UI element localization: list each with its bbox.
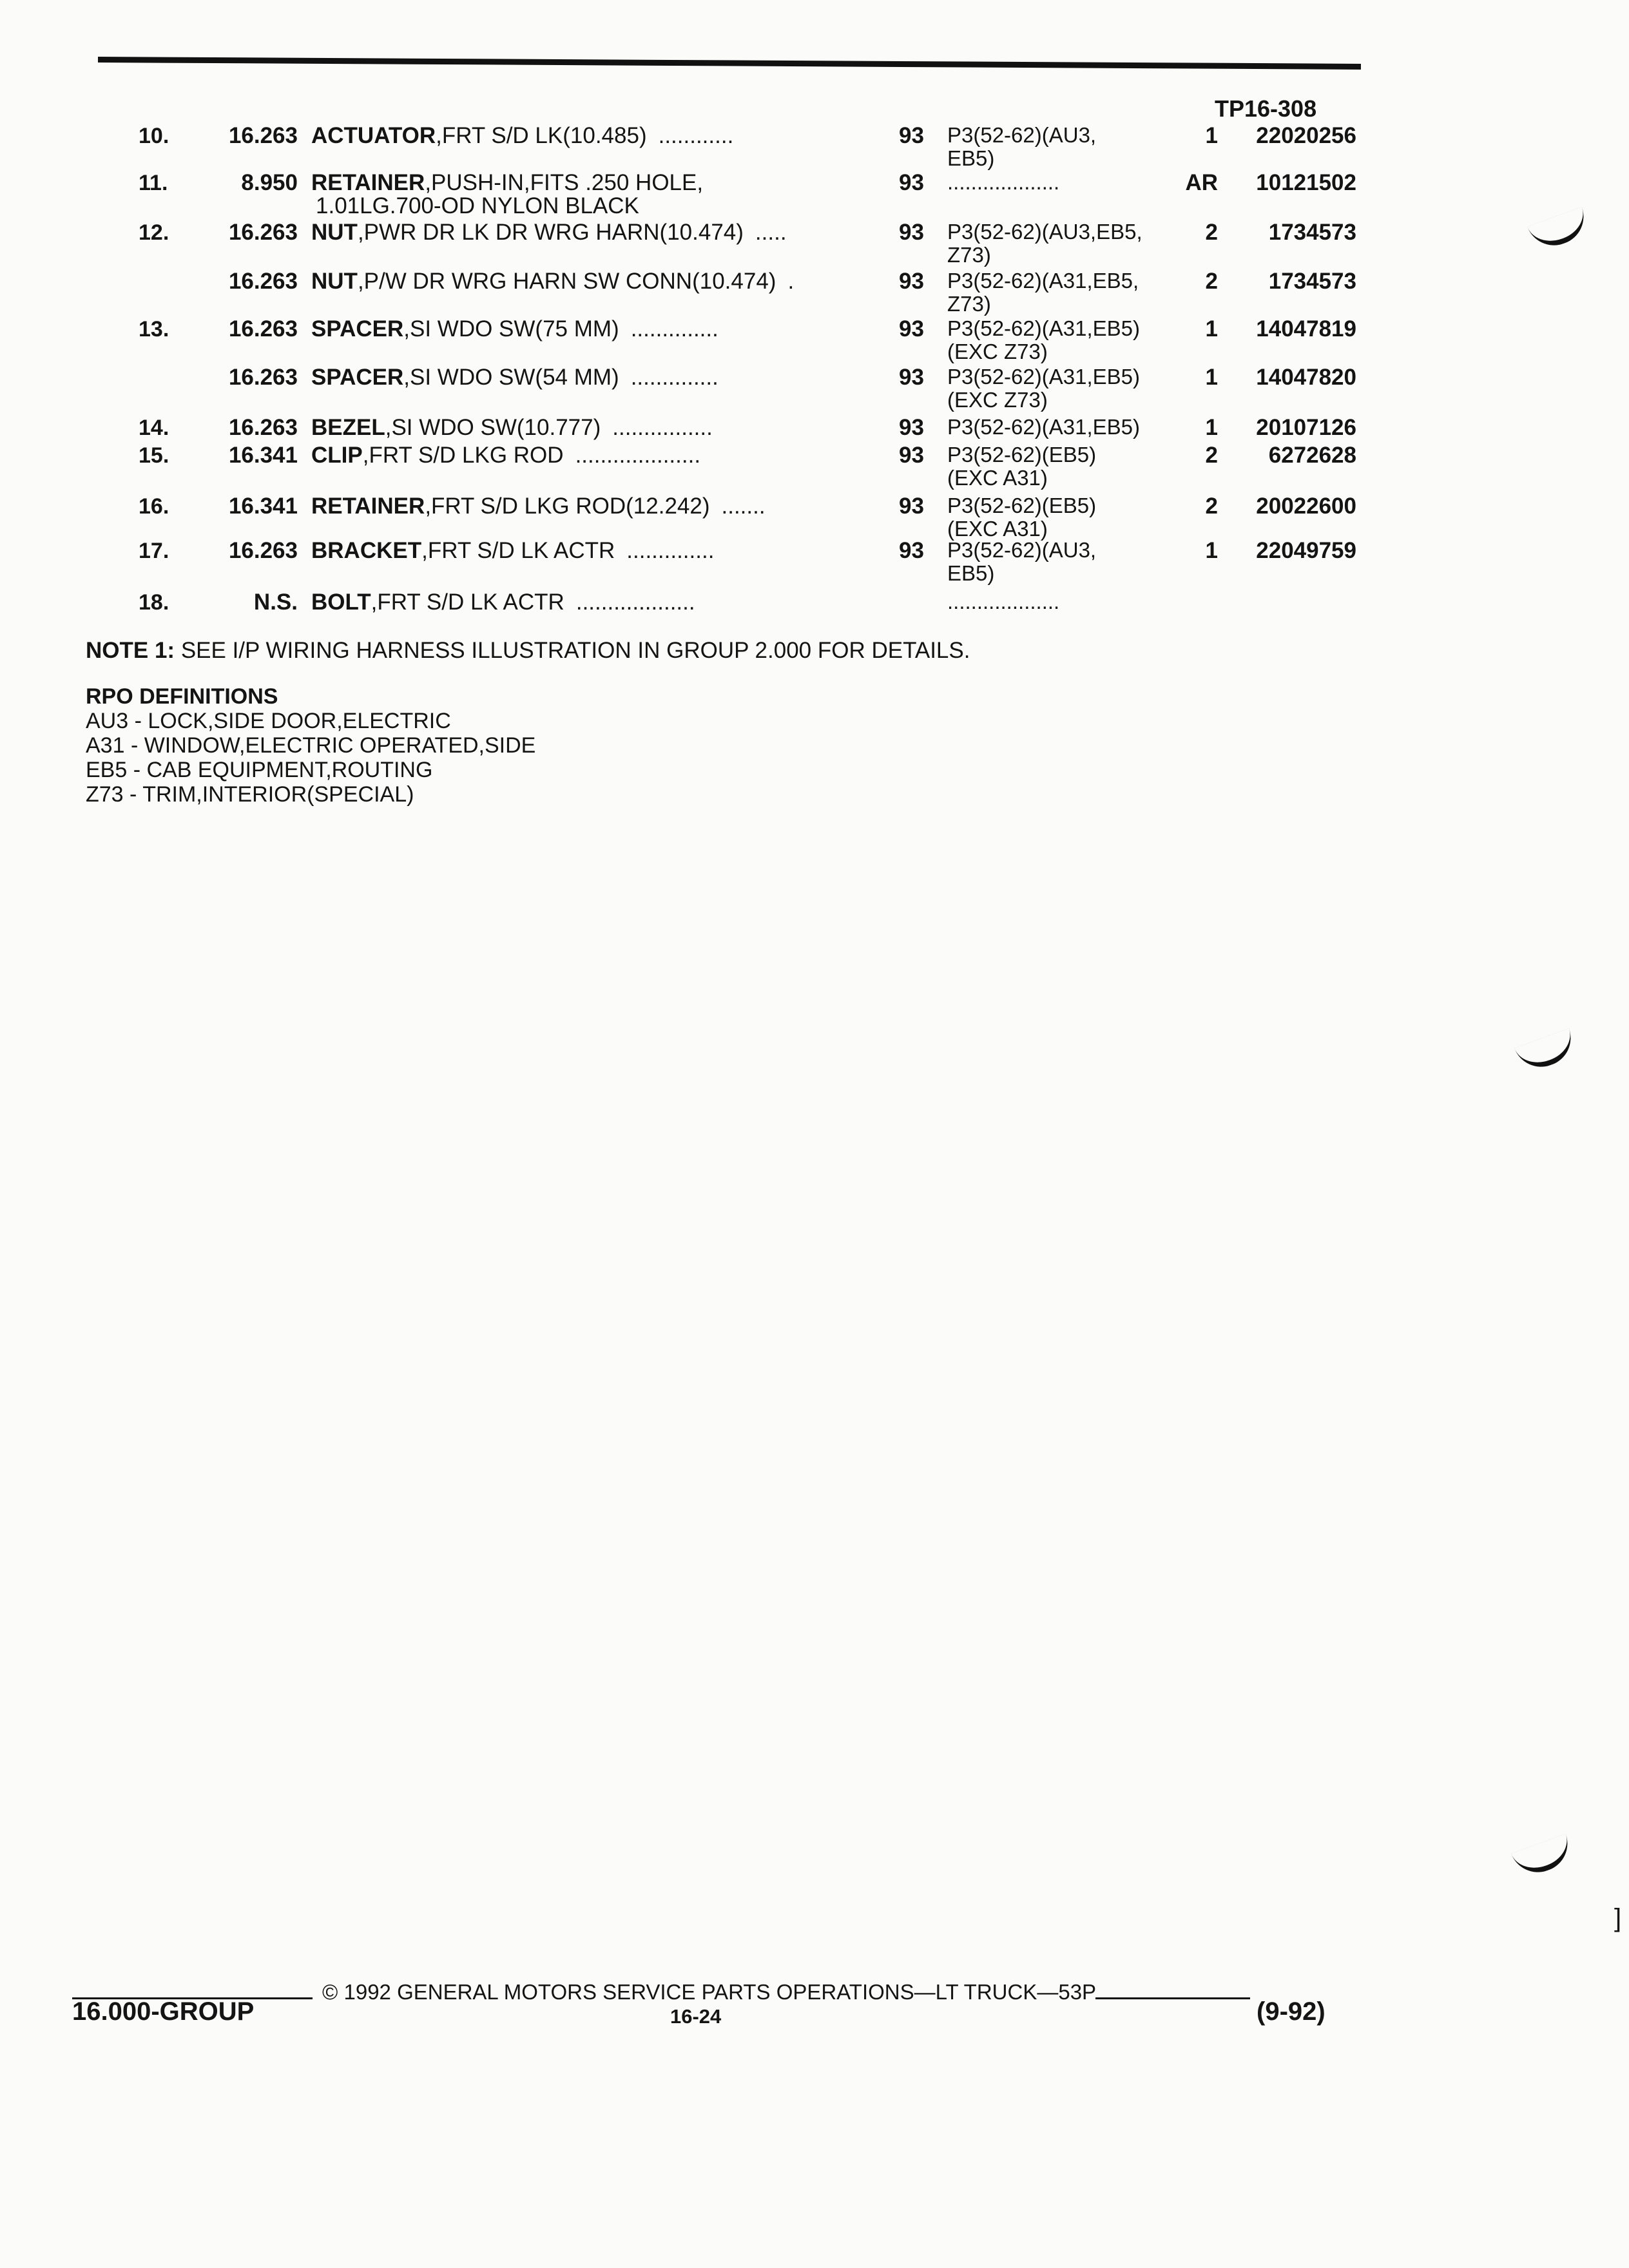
row-item-dots: ................ (612, 415, 713, 440)
row-group: 16.263 (228, 415, 298, 440)
row-usage: P3(52-62)(AU3,EB5, (947, 220, 1142, 244)
row-qtycode: 93 (899, 415, 924, 440)
row-num: 16. (139, 494, 169, 519)
row-usage: (EXC Z73) (947, 388, 1048, 412)
footer-group: 16.000-GROUP (72, 1997, 255, 2026)
top-rule (98, 57, 1361, 70)
row-qty: AR (1185, 170, 1218, 195)
row-item-dots: ..... (755, 220, 787, 245)
row-num: 13. (139, 317, 169, 341)
row-item-name: ACTUATOR (311, 123, 436, 148)
row-qtycode: 93 (899, 494, 924, 519)
row-qty: 2 (1205, 494, 1218, 519)
row-usage: ................... (947, 170, 1060, 194)
row-qtycode: 93 (899, 316, 924, 341)
row-usage: EB5) (947, 561, 995, 585)
row-part: 22049759 (1256, 538, 1356, 563)
row-usage: P3(52-62)(AU3, (947, 538, 1097, 562)
row-item-dots: ....... (721, 494, 766, 519)
row-item-line (311, 494, 766, 519)
row-usage: P3(52-62)(EB5) (947, 443, 1097, 466)
row-qty: 1 (1205, 538, 1218, 563)
row-qtycode: 93 (899, 269, 924, 294)
row-usage: P3(52-62)(AU3, (947, 123, 1097, 147)
row-num: 18. (139, 590, 169, 615)
row-usage: Z73) (947, 292, 991, 316)
row-usage: P3(52-62)(A31,EB5) (947, 365, 1140, 389)
row-item-desc: ,SI WDO SW(10.777) (385, 415, 601, 440)
row-item-desc: ,PUSH-IN,FITS .250 HOLE, (425, 170, 704, 195)
row-item-line (311, 124, 733, 148)
row-item-line (311, 416, 713, 440)
row-item-name: RETAINER (311, 494, 425, 519)
edge-bracket: ] (1614, 1904, 1622, 1932)
row-item-dots: . (787, 269, 795, 294)
row-group: 16.263 (228, 269, 298, 294)
row-item-name: SPACER (311, 365, 404, 390)
row-item-line (311, 269, 794, 294)
row-usage: P3(52-62)(A31,EB5) (947, 316, 1140, 340)
row-qty: 1 (1205, 365, 1218, 390)
rpo-item: EB5 - CAB EQUIPMENT,ROUTING (86, 758, 433, 782)
row-qtycode: 93 (899, 220, 924, 245)
row-qtycode: 93 (899, 538, 924, 563)
row-num: 11. (139, 171, 168, 195)
row-part: 22020256 (1256, 123, 1356, 148)
footer-rule-right (1095, 1997, 1250, 1999)
row-num: 15. (139, 443, 169, 468)
row-qty: 2 (1205, 269, 1218, 294)
row-num: 12. (139, 220, 169, 245)
row-usage: P3(52-62)(A31,EB5, (947, 269, 1139, 293)
row-item-desc: ,FRT S/D LK ACTR (371, 590, 564, 615)
row-num: 17. (139, 539, 169, 563)
row-usage: EB5) (947, 146, 995, 170)
rpo-item: A31 - WINDOW,ELECTRIC OPERATED,SIDE (86, 733, 536, 758)
row-item-dots: .............. (626, 538, 715, 563)
rpo-item: AU3 - LOCK,SIDE DOOR,ELECTRIC (86, 709, 451, 733)
row-usage: Z73) (947, 243, 991, 267)
row-qty: 2 (1205, 443, 1218, 468)
row-group: 16.263 (228, 123, 298, 148)
row-usage: (EXC A31) (947, 466, 1048, 490)
row-item-dots: .............. (630, 365, 718, 390)
row-qtycode: 93 (899, 365, 924, 390)
binder-mark (1514, 1028, 1579, 1075)
row-part: 1734573 (1268, 220, 1356, 245)
footer-date: (9-92) (1257, 1997, 1325, 2026)
row-item-line (311, 220, 787, 245)
row-item-desc: ,PWR DR LK DR WRG HARN(10.474) (357, 220, 744, 245)
row-item-name: BRACKET (311, 538, 422, 563)
row-group: 16.263 (228, 220, 298, 245)
row-group: 16.263 (228, 365, 298, 390)
row-group: N.S. (253, 590, 298, 615)
row-qtycode: 93 (899, 443, 924, 468)
row-item-dots: .............. (630, 316, 718, 341)
row-group: 16.263 (228, 538, 298, 563)
row-usage: P3(52-62)(A31,EB5) (947, 415, 1140, 439)
row-item-line (311, 539, 714, 563)
rpo-item: Z73 - TRIM,INTERIOR(SPECIAL) (86, 782, 414, 807)
row-item-name: NUT (311, 269, 358, 294)
rpo-definitions (86, 684, 535, 807)
row-item-desc: ,SI WDO SW(54 MM) (403, 365, 619, 390)
row-part: 10121502 (1256, 170, 1356, 195)
row-qtycode: 93 (899, 123, 924, 148)
row-item-line (311, 317, 718, 341)
row-usage: (EXC Z73) (947, 340, 1048, 363)
row-part: 14047820 (1256, 365, 1356, 390)
row-group: 8.950 (241, 170, 298, 195)
note-text: SEE I/P WIRING HARNESS ILLUSTRATION IN GROUP 2.000 FOR DETAILS. (180, 638, 970, 663)
row-desc: 1.01LG.700-OD NYLON BLACK (316, 193, 639, 218)
row-num: 14. (139, 416, 169, 440)
row-item-line (311, 171, 703, 195)
row-part: 1734573 (1268, 269, 1356, 294)
row-item-line (311, 443, 700, 468)
row-item-name: CLIP (311, 443, 363, 468)
note-label: NOTE 1: (86, 638, 175, 663)
row-item-name: SPACER (311, 316, 404, 341)
binder-mark (1527, 207, 1592, 253)
row-part: 20022600 (1256, 494, 1356, 519)
row-item-dots: .................... (575, 443, 701, 468)
row-part: 20107126 (1256, 415, 1356, 440)
row-item-dots: ............ (658, 123, 734, 148)
row-item-name: NUT (311, 220, 358, 245)
row-item-line (311, 365, 718, 390)
row-item-name: RETAINER (311, 170, 425, 195)
row-usage: (EXC A31) (947, 517, 1048, 541)
footer-page: 16-24 (670, 2005, 722, 2028)
row-item-desc: ,FRT S/D LK(10.485) (436, 123, 647, 148)
row-item-dots: ................... (575, 590, 695, 615)
row-usage: ................... (947, 590, 1060, 613)
row-qty: 1 (1205, 316, 1218, 341)
row-qtycode: 93 (899, 170, 924, 195)
row-qty: 1 (1205, 123, 1218, 148)
row-item-desc: ,SI WDO SW(75 MM) (403, 316, 619, 341)
reference-number: TP16-308 (1215, 95, 1317, 122)
row-group: 16.341 (228, 443, 298, 468)
row-qty: 2 (1205, 220, 1218, 245)
row-item-line (311, 590, 695, 615)
binder-mark (1511, 1834, 1576, 1880)
row-group: 16.341 (228, 494, 298, 519)
row-item-desc: ,FRT S/D LKG ROD(12.242) (425, 494, 710, 519)
row-item-name: BOLT (311, 590, 371, 615)
row-item-desc: ,P/W DR WRG HARN SW CONN(10.474) (357, 269, 776, 294)
row-qty: 1 (1205, 415, 1218, 440)
row-group: 16.263 (228, 316, 298, 341)
row-item-desc: ,FRT S/D LKG ROD (362, 443, 564, 468)
row-num: 10. (139, 124, 169, 148)
row-item-desc: ,FRT S/D LK ACTR (421, 538, 615, 563)
row-part: 6272628 (1268, 443, 1356, 468)
note-line (86, 638, 970, 664)
row-usage: P3(52-62)(EB5) (947, 494, 1097, 517)
rpo-heading: RPO DEFINITIONS (86, 684, 278, 709)
row-part: 14047819 (1256, 316, 1356, 341)
row-item-name: BEZEL (311, 415, 385, 440)
footer-copyright: © 1992 GENERAL MOTORS SERVICE PARTS OPERATIONS—LT TRUCK—53P (322, 1980, 1097, 2004)
